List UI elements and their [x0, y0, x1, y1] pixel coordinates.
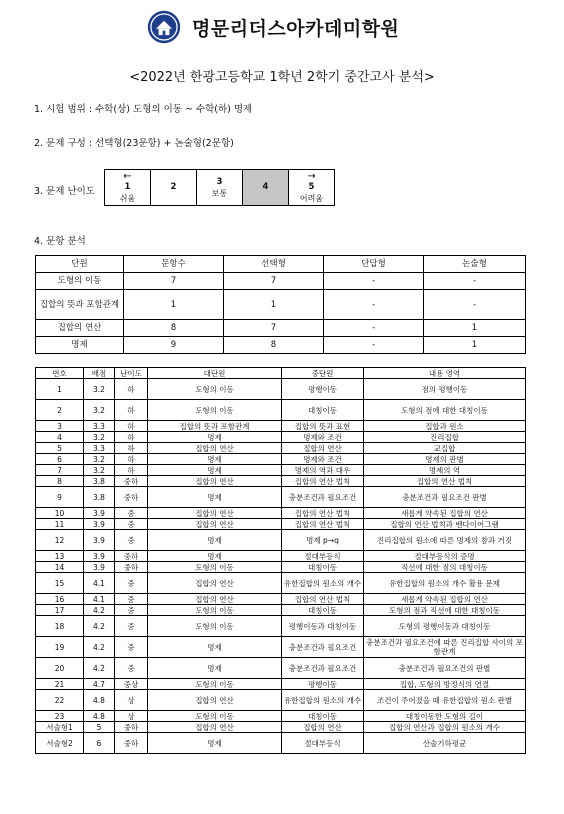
- detail-cell: 중하: [115, 722, 148, 733]
- detail-cell: 명제: [148, 530, 282, 551]
- item-analysis-label: 4. 문항 분석: [34, 236, 86, 247]
- table-row: [36, 530, 526, 551]
- detail-cell: 충분조건과 필요조건: [282, 487, 364, 508]
- table-row: [36, 605, 526, 616]
- detail-cell: 유한집합의 원소의 개수: [282, 690, 364, 711]
- detail-cell: 도형의 점과 직선에 대한 대칭이동: [364, 605, 526, 616]
- detail-cell: 하: [115, 443, 148, 454]
- difficulty-cell-4: [243, 170, 289, 206]
- detail-cell: 집합의 연산: [282, 443, 364, 454]
- summary-cell: 1: [124, 290, 224, 320]
- detail-cell: 3.9: [84, 530, 115, 551]
- detail-column-header: 내용 영역: [364, 368, 526, 379]
- detail-column-header: 난이도: [115, 368, 148, 379]
- table-row: [36, 616, 526, 637]
- detail-cell: 교집합: [364, 443, 526, 454]
- detail-cell: 명제와 조건: [282, 432, 364, 443]
- detail-cell: 4.2: [84, 637, 115, 658]
- detail-cell: 평행이동: [282, 379, 364, 400]
- table-row: [36, 637, 526, 658]
- detail-cell: 대칭이동: [282, 711, 364, 722]
- table-row: [36, 562, 526, 573]
- detail-cell: 14: [36, 562, 84, 573]
- table-row: [36, 273, 526, 290]
- detail-cell: 중상: [115, 679, 148, 690]
- detail-cell: 진리집합의 원소에 따른 명제의 참과 거짓: [364, 530, 526, 551]
- detail-cell: 22: [36, 690, 84, 711]
- detail-cell: 평행이동: [282, 679, 364, 690]
- detail-cell: 11: [36, 519, 84, 530]
- school-emblem-icon: [146, 9, 182, 45]
- summary-cell: -: [324, 290, 424, 320]
- detail-cell: 충분조건과 필요조건에 따른 진리집합 사이의 포함관계: [364, 637, 526, 658]
- difficulty-cell-3: [197, 170, 243, 206]
- detail-cell: 명제: [148, 551, 282, 562]
- detail-cell: 서술형2: [36, 733, 84, 754]
- detail-cell: 3.9: [84, 508, 115, 519]
- detail-cell: 집합의 연산과 집합의 원소의 개수: [364, 722, 526, 733]
- detail-cell: 5: [84, 722, 115, 733]
- detail-cell: 명제: [148, 658, 282, 679]
- detail-cell: 명제: [148, 454, 282, 465]
- detail-cell: 충분조건과 필요조건 판별: [364, 487, 526, 508]
- academy-brand-name: 명문리더스아카데미학원: [192, 18, 400, 40]
- detail-cell: 도형의 이동: [148, 379, 282, 400]
- detail-cell: 20: [36, 658, 84, 679]
- detail-cell: 18: [36, 616, 84, 637]
- detail-cell: 집합의 뜻과 포함관계: [148, 421, 282, 432]
- detail-cell: 절대부등식: [282, 733, 364, 754]
- detail-cell: 3.2: [84, 454, 115, 465]
- detail-cell: 3.2: [84, 465, 115, 476]
- difficulty-desc: 쉬움: [119, 193, 136, 203]
- detail-cell: 하: [115, 454, 148, 465]
- table-row: [36, 690, 526, 711]
- table-row: [36, 320, 526, 337]
- detail-cell: 중: [115, 616, 148, 637]
- detail-cell: 집합과 원소: [364, 421, 526, 432]
- detail-cell: 2: [36, 400, 84, 421]
- table-row: [36, 519, 526, 530]
- detail-column-header: 중단원: [282, 368, 364, 379]
- detail-cell: 직선에 대한 점의 대칭이동: [364, 562, 526, 573]
- detail-cell: 3.9: [84, 562, 115, 573]
- summary-cell: 1: [424, 337, 526, 354]
- summary-cell: 9: [124, 337, 224, 354]
- difficulty-level: 4: [262, 182, 269, 192]
- detail-cell: 집합의 연산: [282, 722, 364, 733]
- detail-cell: 집합의 연산: [148, 573, 282, 594]
- summary-cell: 명제: [36, 337, 124, 354]
- detail-cell: 집합, 도형의 방정식의 연결: [364, 679, 526, 690]
- detail-cell: 17: [36, 605, 84, 616]
- table-row: [36, 487, 526, 508]
- detail-cell: 중: [115, 573, 148, 594]
- detail-cell: 대칭이동한 도형의 길이: [364, 711, 526, 722]
- detail-cell: 도형의 이동: [148, 679, 282, 690]
- page-title: <2022년 한광고등학교 1학년 2학기 중간고사 분석>: [129, 70, 435, 85]
- detail-cell: 상: [115, 690, 148, 711]
- detail-cell: 새롭게 약속된 집합의 연산: [364, 594, 526, 605]
- detail-cell: 절대부등식: [282, 551, 364, 562]
- difficulty-cell-1: [105, 170, 151, 206]
- detail-cell: 4.8: [84, 690, 115, 711]
- table-row: [36, 476, 526, 487]
- detail-cell: 도형의 이동: [148, 711, 282, 722]
- detail-cell: 3.8: [84, 476, 115, 487]
- table-row: [36, 658, 526, 679]
- detail-cell: 집합의 연산: [148, 443, 282, 454]
- detail-cell: 서술형1: [36, 722, 84, 733]
- detail-cell: 중하: [115, 487, 148, 508]
- summary-cell: 7: [224, 273, 324, 290]
- detail-cell: 대칭이동: [282, 605, 364, 616]
- detail-cell: 충분조건과 필요조건: [282, 658, 364, 679]
- detail-cell: 8: [36, 476, 84, 487]
- detail-cell: 유한집합의 원소의 개수 활용 문제: [364, 573, 526, 594]
- detail-cell: 집합의 연산 법칙: [282, 519, 364, 530]
- detail-column-header: 배점: [84, 368, 115, 379]
- detail-cell: 4: [36, 432, 84, 443]
- detail-column-header: 번호: [36, 368, 84, 379]
- table-row: [36, 551, 526, 562]
- detail-cell: 16: [36, 594, 84, 605]
- unit-summary-table: [35, 255, 526, 354]
- difficulty-cell-5: [289, 170, 335, 206]
- detail-cell: 집합의 연산 법칙: [364, 476, 526, 487]
- detail-cell: 4.1: [84, 573, 115, 594]
- detail-cell: 도형의 이동: [148, 562, 282, 573]
- detail-cell: 하: [115, 432, 148, 443]
- arrow-right-icon: →: [307, 170, 316, 182]
- table-row: [36, 421, 526, 432]
- summary-cell: 도형의 이동: [36, 273, 124, 290]
- summary-cell: -: [324, 320, 424, 337]
- table-row: [36, 454, 526, 465]
- summary-cell: 집합의 뜻과 포함관계: [36, 290, 124, 320]
- detail-cell: 21: [36, 679, 84, 690]
- detail-cell: 산술기하평균: [364, 733, 526, 754]
- detail-cell: 1: [36, 379, 84, 400]
- detail-cell: 점의 평행이동: [364, 379, 526, 400]
- summary-column-header: 단원: [36, 256, 124, 273]
- table-row: [36, 594, 526, 605]
- question-detail-table: [35, 367, 526, 754]
- detail-cell: 3.2: [84, 400, 115, 421]
- detail-cell: 하: [115, 379, 148, 400]
- difficulty-level: 2: [170, 182, 177, 192]
- detail-cell: 집합의 연산 법칙: [282, 594, 364, 605]
- detail-cell: 4.2: [84, 658, 115, 679]
- summary-column-header: 논술형: [424, 256, 526, 273]
- detail-cell: 상: [115, 711, 148, 722]
- header: [0, 0, 564, 56]
- detail-cell: 진리집합: [364, 432, 526, 443]
- detail-cell: 하: [115, 421, 148, 432]
- difficulty-level: 3: [216, 176, 223, 187]
- table-row: [36, 379, 526, 400]
- detail-cell: 집합의 연산: [148, 594, 282, 605]
- difficulty-level: 5: [308, 181, 315, 192]
- detail-cell: 4.2: [84, 616, 115, 637]
- table-row: [36, 465, 526, 476]
- table-row: [36, 711, 526, 722]
- table-row: [36, 290, 526, 320]
- summary-column-header: 선택형: [224, 256, 324, 273]
- detail-cell: 하: [115, 400, 148, 421]
- detail-cell: 중: [115, 594, 148, 605]
- summary-cell: 1: [424, 320, 526, 337]
- detail-cell: 5: [36, 443, 84, 454]
- table-row: [36, 722, 526, 733]
- detail-cell: 4.8: [84, 711, 115, 722]
- detail-cell: 명제: [148, 487, 282, 508]
- detail-cell: 중하: [115, 562, 148, 573]
- detail-cell: 7: [36, 465, 84, 476]
- detail-cell: 도형의 이동: [148, 400, 282, 421]
- difficulty-cell-2: [151, 170, 197, 206]
- detail-cell: 12: [36, 530, 84, 551]
- table-row: [36, 508, 526, 519]
- detail-cell: 집합의 연산: [148, 722, 282, 733]
- detail-cell: 집합의 연산: [148, 476, 282, 487]
- table-row: [36, 733, 526, 754]
- detail-cell: 중: [115, 658, 148, 679]
- detail-cell: 명제 p→q: [282, 530, 364, 551]
- detail-cell: 6: [36, 454, 84, 465]
- detail-cell: 중: [115, 637, 148, 658]
- difficulty-level: 1: [124, 181, 131, 192]
- detail-cell: 19: [36, 637, 84, 658]
- detail-cell: 도형의 점에 대한 대칭이동: [364, 400, 526, 421]
- detail-cell: 집합의 연산: [148, 519, 282, 530]
- exam-scope: 1. 시험 범위 : 수학(상) 도형의 이동 ~ 수학(하) 명제: [34, 104, 253, 115]
- summary-header-row: [36, 256, 526, 273]
- summary-cell: -: [424, 290, 526, 320]
- summary-cell: 7: [124, 273, 224, 290]
- summary-column-header: 문항수: [124, 256, 224, 273]
- table-row: [36, 573, 526, 594]
- detail-cell: 9: [36, 487, 84, 508]
- detail-column-header: 대단원: [148, 368, 282, 379]
- detail-cell: 3.3: [84, 421, 115, 432]
- detail-cell: 충분조건과 필요조건: [282, 637, 364, 658]
- summary-cell: -: [324, 337, 424, 354]
- detail-cell: 4.2: [84, 605, 115, 616]
- detail-cell: 15: [36, 573, 84, 594]
- arrow-left-icon: ←: [123, 170, 132, 182]
- detail-cell: 명제의 역과 대우: [282, 465, 364, 476]
- table-row: [36, 443, 526, 454]
- summary-cell: 1: [224, 290, 324, 320]
- detail-cell: 명제: [148, 432, 282, 443]
- detail-cell: 3: [36, 421, 84, 432]
- difficulty-label: 3. 문제 난이도: [34, 186, 95, 197]
- detail-cell: 충분조건과 필요조건의 판별: [364, 658, 526, 679]
- detail-cell: 명제: [148, 637, 282, 658]
- detail-cell: 집합의 연산: [148, 508, 282, 519]
- table-row: [36, 679, 526, 690]
- detail-cell: 조건이 주어졌을 때 유한집합의 원소 판별: [364, 690, 526, 711]
- detail-cell: 중: [115, 508, 148, 519]
- detail-header-row: [36, 368, 526, 379]
- detail-cell: 새롭게 약속된 집합의 연산: [364, 508, 526, 519]
- detail-cell: 4.7: [84, 679, 115, 690]
- detail-cell: 중하: [115, 551, 148, 562]
- summary-cell: 7: [224, 320, 324, 337]
- detail-cell: 3.9: [84, 519, 115, 530]
- detail-cell: 명제: [148, 465, 282, 476]
- table-row: [36, 432, 526, 443]
- detail-cell: 도형의 이동: [148, 616, 282, 637]
- detail-cell: 중: [115, 605, 148, 616]
- detail-cell: 명제: [148, 733, 282, 754]
- detail-cell: 하: [115, 465, 148, 476]
- summary-cell: -: [324, 273, 424, 290]
- detail-cell: 유한집합의 원소의 개수: [282, 573, 364, 594]
- detail-cell: 집합의 뜻과 표현: [282, 421, 364, 432]
- detail-cell: 중: [115, 519, 148, 530]
- detail-cell: 3.9: [84, 551, 115, 562]
- detail-cell: 4.1: [84, 594, 115, 605]
- detail-cell: 집합의 연산 법칙과 벤다이어그램: [364, 519, 526, 530]
- detail-cell: 중하: [115, 733, 148, 754]
- detail-cell: 도형의 평행이동과 대칭이동: [364, 616, 526, 637]
- detail-cell: 명제와 조건: [282, 454, 364, 465]
- difficulty-scale: [104, 169, 335, 206]
- difficulty-desc: 어려움: [299, 193, 324, 203]
- detail-cell: 13: [36, 551, 84, 562]
- summary-column-header: 단답형: [324, 256, 424, 273]
- detail-cell: 대칭이동: [282, 562, 364, 573]
- detail-cell: 명제의 역: [364, 465, 526, 476]
- detail-cell: 10: [36, 508, 84, 519]
- table-row: [36, 400, 526, 421]
- detail-cell: 3.8: [84, 487, 115, 508]
- detail-cell: 23: [36, 711, 84, 722]
- summary-cell: 8: [124, 320, 224, 337]
- detail-cell: 명제의 판별: [364, 454, 526, 465]
- detail-cell: 도형의 이동: [148, 605, 282, 616]
- summary-cell: 집합의 연산: [36, 320, 124, 337]
- detail-cell: 대칭이동: [282, 400, 364, 421]
- detail-cell: 3.3: [84, 443, 115, 454]
- table-row: [36, 337, 526, 354]
- exam-composition: 2. 문제 구성 : 선택형(23문항) + 논술형(2문항): [34, 138, 234, 149]
- detail-cell: 중: [115, 530, 148, 551]
- detail-cell: 3.2: [84, 432, 115, 443]
- detail-cell: 집합의 연산 법칙: [282, 476, 364, 487]
- detail-cell: 중하: [115, 476, 148, 487]
- detail-cell: 절대부등식의 증명: [364, 551, 526, 562]
- detail-cell: 3.2: [84, 379, 115, 400]
- summary-cell: -: [424, 273, 526, 290]
- detail-cell: 집합의 연산: [148, 690, 282, 711]
- difficulty-desc: 보통: [211, 188, 228, 198]
- summary-cell: 8: [224, 337, 324, 354]
- detail-cell: 평행이동과 대칭이동: [282, 616, 364, 637]
- detail-cell: 집합의 연산 법칙: [282, 508, 364, 519]
- detail-cell: 6: [84, 733, 115, 754]
